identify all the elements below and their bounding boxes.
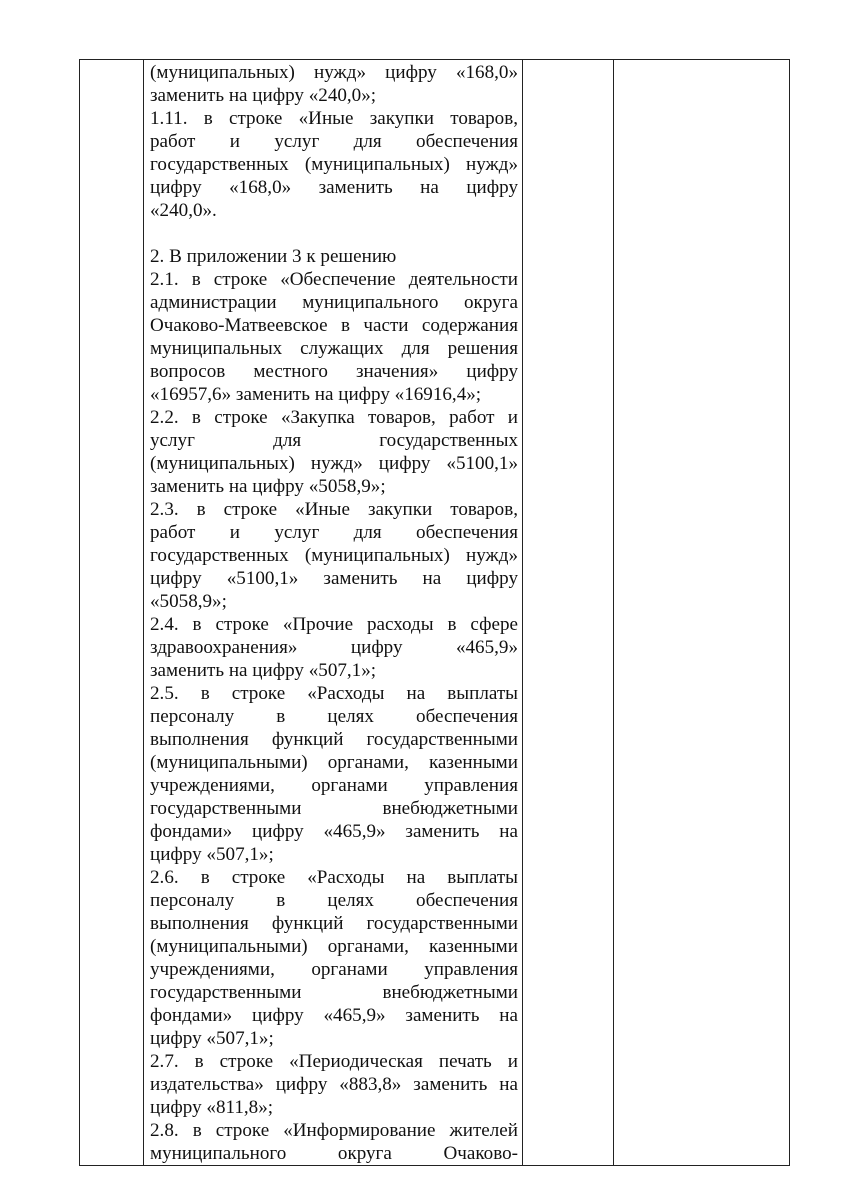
text-line: 2.8. в строке «Информирование жителей (150, 1120, 518, 1141)
text-line: фондами» цифру «465,9» заменить на (150, 1005, 518, 1026)
text-line: учреждениями, органами управления (150, 959, 518, 980)
text-line: государственными внебюджетными (150, 798, 518, 819)
text-line: 2.3. в строке «Иные закупки товаров, (150, 499, 518, 520)
empty-cell (523, 60, 614, 1166)
text-line: персоналу в целях обеспечения (150, 706, 518, 727)
text-line: (муниципальными) органами, казенными (150, 752, 518, 773)
text-line: цифру «168,0» заменить на цифру (150, 177, 518, 198)
text-line: 1.11. в строке «Иные закупки товаров, (150, 108, 518, 129)
text-line: работ и услуг для обеспечения (150, 131, 518, 152)
text-line: 2.2. в строке «Закупка товаров, работ и (150, 407, 518, 428)
text-line: 2.4. в строке «Прочие расходы в сфере (150, 614, 518, 635)
text-line: заменить на цифру «5058,9»; (150, 476, 386, 497)
text-line: государственными внебюджетными (150, 982, 518, 1003)
text-line: здравоохранения» цифру «465,9» (150, 637, 518, 658)
amendments-table (79, 59, 790, 1166)
text-line: цифру «5100,1» заменить на цифру (150, 568, 518, 589)
text-line: 2. В приложении 3 к решению (150, 246, 397, 267)
text-line: цифру «811,8»; (150, 1097, 274, 1118)
text-line: «16957,6» заменить на цифру «16916,4»; (150, 384, 482, 405)
text-line: выполнения функций государственными (150, 729, 518, 750)
text-line: «240,0». (150, 200, 217, 221)
text-line: 2.5. в строке «Расходы на выплаты (150, 683, 518, 704)
table-row (80, 60, 790, 1166)
text-line: (муниципальными) органами, казенными (150, 936, 518, 957)
amendment-text (150, 61, 518, 1165)
text-line: администрации муниципального округа (150, 292, 518, 313)
notes-cell (614, 60, 790, 1166)
text-line: 2.7. в строке «Периодическая печать и (150, 1051, 518, 1072)
text-line: (муниципальных) нужд» цифру «5100,1» (150, 453, 518, 474)
text-line: услуг для государственных (150, 430, 518, 451)
amendment-text-cell (144, 60, 523, 1166)
text-line: работ и услуг для обеспечения (150, 522, 518, 543)
text-line: Очаково-Матвеевское в части содержания (150, 315, 518, 336)
number-cell (80, 60, 144, 1166)
text-line: 2.1. в строке «Обеспечение деятельности (150, 269, 518, 290)
text-line: заменить на цифру «507,1»; (150, 660, 377, 681)
text-line: вопросов местного значения» цифру (150, 361, 518, 382)
text-line: муниципального округа Очаково- (150, 1143, 518, 1164)
text-line: цифру «507,1»; (150, 844, 274, 865)
text-line: заменить на цифру «240,0»; (150, 85, 377, 106)
blank-line (150, 222, 518, 245)
text-line: учреждениями, органами управления (150, 775, 518, 796)
text-line: государственных (муниципальных) нужд» (150, 154, 518, 175)
text-line: цифру «507,1»; (150, 1028, 274, 1049)
text-line: выполнения функций государственными (150, 913, 518, 934)
text-line: «5058,9»; (150, 591, 227, 612)
text-line: издательства» цифру «883,8» заменить на (150, 1074, 518, 1095)
text-line: государственных (муниципальных) нужд» (150, 545, 518, 566)
text-line: (муниципальных) нужд» цифру «168,0» (150, 62, 518, 83)
text-line: фондами» цифру «465,9» заменить на (150, 821, 518, 842)
text-line: персоналу в целях обеспечения (150, 890, 518, 911)
text-line: муниципальных служащих для решения (150, 338, 518, 359)
text-line: 2.6. в строке «Расходы на выплаты (150, 867, 518, 888)
